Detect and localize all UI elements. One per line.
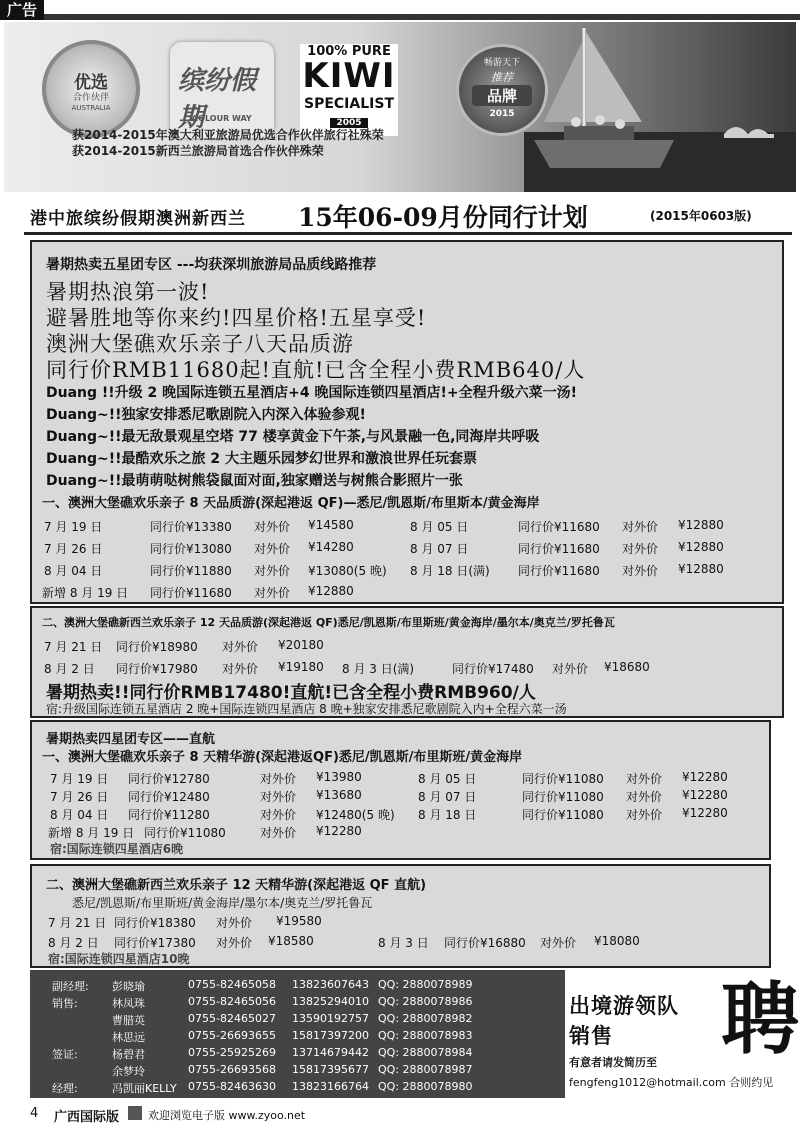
page-footer (0, 1102, 800, 1125)
peer-price: 同行价¥11680 (518, 564, 600, 578)
nz-12-day-section (30, 606, 784, 718)
logo3-line2: KIWI (302, 56, 396, 96)
recruit-email[interactable]: fengfeng1012@hotmail.com 合则约见 (569, 1076, 774, 1089)
logo2-name: 缤纷假期 (178, 66, 257, 133)
date: 7 月 19 日 (44, 520, 103, 534)
contact-mobile: 13825294010 (292, 995, 369, 1008)
contact-name: 林凤珠 (112, 997, 145, 1010)
peer-price: 同行价¥18380 (114, 916, 196, 930)
date: 8 月 07 日 (418, 790, 477, 804)
five-star-section (30, 240, 784, 604)
peer-price: 同行价¥11080 (144, 826, 226, 840)
badge-middle: 推荐 (491, 71, 513, 84)
date: 7 月 21 日 (48, 916, 107, 930)
contact-tel: 0755-25925269 (188, 1046, 276, 1059)
date: 8 月 05 日 (418, 772, 477, 786)
duang-line: Duang !!升级 2 晚国际连锁五星酒店+4 晚国际连锁四星酒店!+全程升级六菜一汤! (46, 385, 578, 401)
peer-price: 同行价¥17980 (116, 662, 198, 676)
section3-heading: 暑期热卖四星团专区——直航 (46, 732, 216, 747)
contact-qq: QQ: 2880078984 (378, 1046, 473, 1059)
banner (4, 22, 796, 192)
retail-price: ¥14580 (308, 518, 354, 532)
contact-tel: 0755-82465058 (188, 978, 276, 991)
contact-tel: 0755-26693568 (188, 1063, 276, 1076)
peer-price: 同行价¥18980 (116, 640, 198, 654)
logo1-sub: 合作伙伴 (72, 93, 109, 103)
peer-price: 同行价¥13080 (150, 542, 232, 556)
recruit-note: 有意者请发简历至 (569, 1056, 657, 1069)
peer-price: 同行价¥17480 (452, 662, 534, 676)
contact-name: 余梦玲 (112, 1065, 145, 1078)
retail-price: ¥12880 (678, 562, 724, 576)
title-rule (24, 232, 792, 235)
retail-label: 对外价 (216, 936, 253, 950)
logo1-region: AUSTRALIA (71, 104, 111, 112)
logo2-sub: COLOUR WAY (192, 114, 252, 123)
top-divider (44, 14, 800, 20)
promo-line: 暑期热浪第一波! (46, 280, 210, 304)
retail-price: ¥13080(5 晚) (308, 564, 387, 578)
retail-label: 对外价 (540, 936, 577, 950)
retail-label: 对外价 (626, 772, 663, 786)
retail-label: 对外价 (222, 662, 259, 676)
contact-qq: QQ: 2880078983 (378, 1029, 473, 1042)
award-line-1: 获2014-2015年澳大利亚旅游局优选合作伙伴旅行社殊荣 (72, 128, 384, 142)
retail-price: ¥20180 (278, 638, 324, 652)
peer-price: 同行价¥11080 (522, 790, 604, 804)
contact-mobile: 15817397200 (292, 1029, 369, 1042)
contact-mobile: 13590192757 (292, 1012, 369, 1025)
recruit-line1: 出境游领队 (569, 994, 679, 1018)
retail-label: 对外价 (254, 542, 291, 556)
peer-price: 同行价¥11080 (522, 808, 604, 822)
contact-role: 签证: (52, 1048, 78, 1061)
contact-qq: QQ: 2880078980 (378, 1080, 473, 1093)
retail-label: 对外价 (622, 542, 659, 556)
retail-price: ¥19580 (276, 914, 322, 928)
section2-hot: 暑期热卖!!同行价RMB17480!直航!已含全程小费RMB960/人 (46, 683, 536, 703)
retail-price: ¥19180 (278, 660, 324, 674)
peer-price: 同行价¥12780 (128, 772, 210, 786)
contact-mobile: 15817395677 (292, 1063, 369, 1076)
badge-main: 品牌 (472, 85, 532, 106)
retail-label: 对外价 (552, 662, 589, 676)
contact-tel: 0755-82463630 (188, 1080, 276, 1093)
retail-price: ¥12280 (316, 824, 362, 838)
contact-name: 杨碧君 (112, 1048, 145, 1061)
section4-route: 二、澳洲大堡礁新西兰欢乐亲子 12 天精华游(深起港返 QF 直航) (46, 878, 427, 893)
section3-stay: 宿:国际连锁四星酒店6晚 (50, 842, 184, 856)
plan-title: 15年06-09月份同行计划 (298, 203, 588, 232)
retail-label: 对外价 (222, 640, 259, 654)
logo3-line1: 100% PURE (307, 44, 391, 59)
date: 7 月 21 日 (44, 640, 103, 654)
contact-role: 副经理: (52, 980, 89, 993)
retail-label: 对外价 (260, 790, 297, 804)
retail-label: 对外价 (626, 790, 663, 804)
retail-price: ¥12880 (308, 584, 354, 598)
peer-price: 同行价¥11680 (518, 520, 600, 534)
title-row (30, 200, 790, 230)
retail-price: ¥12880 (678, 540, 724, 554)
date: 7 月 26 日 (50, 790, 109, 804)
contact-tel: 0755-82465056 (188, 995, 276, 1008)
peer-price: 同行价¥12480 (128, 790, 210, 804)
peer-price: 同行价¥13380 (150, 520, 232, 534)
contact-name: 林思远 (112, 1031, 145, 1044)
logo1-name: 优选 (74, 73, 108, 93)
promo-line: 澳洲大堡礁欢乐亲子八天品质游 (46, 332, 354, 356)
date: 8 月 04 日 (44, 564, 103, 578)
date: 8 月 07 日 (410, 542, 469, 556)
contacts-panel (30, 970, 565, 1098)
contact-tel: 0755-82465027 (188, 1012, 276, 1025)
colour-way-logo (170, 42, 274, 138)
retail-price: ¥12280 (682, 788, 728, 802)
website-link[interactable]: 欢迎浏览电子版 www.zyoo.net (148, 1109, 306, 1122)
retail-price: ¥13680 (316, 788, 362, 802)
promo-line: 避暑胜地等你来约!四星价格!五星享受! (46, 306, 427, 330)
peer-price: 同行价¥11080 (522, 772, 604, 786)
four-star-section (30, 720, 771, 860)
retail-label: 对外价 (622, 564, 659, 578)
retail-price: ¥18080 (594, 934, 640, 948)
peer-price: 同行价¥16880 (444, 936, 526, 950)
date: 8 月 18 日 (418, 808, 477, 822)
contact-mobile: 13714679442 (292, 1046, 369, 1059)
kiwi-specialist-logo (300, 44, 398, 136)
duang-line: Duang~!!独家安排悉尼歌剧院入内深入体验参观! (46, 407, 366, 423)
section4-stay: 宿:国际连锁四星酒店10晚 (48, 952, 190, 966)
retail-label: 对外价 (260, 772, 297, 786)
duang-line: Duang~!!最酷欢乐之旅 2 大主题乐园梦幻世界和激浪世界任玩套票 (46, 451, 478, 467)
publication-name: 广西国际版 (54, 1110, 120, 1125)
retail-price: ¥18680 (604, 660, 650, 674)
date: 8 月 2 日 (48, 936, 99, 950)
retail-label: 对外价 (622, 520, 659, 534)
retail-price: ¥18580 (268, 934, 314, 948)
retail-label: 对外价 (626, 808, 663, 822)
retail-price: ¥12480(5 晚) (316, 808, 395, 822)
section4-cities: 悉尼/凯恩斯/布里斯班/黄金海岸/墨尔本/奥克兰/罗托鲁瓦 (72, 896, 373, 910)
badge-top: 畅游天下 (483, 58, 520, 68)
logo3-line3: SPECIALIST (304, 96, 394, 112)
date: 8 月 3 日 (378, 936, 429, 950)
promo-line: 同行价RMB11680起!直航!已含全程小费RMB640/人 (46, 358, 586, 382)
australia-partner-logo (42, 40, 140, 138)
contact-name: 彭晓瑜 (112, 980, 145, 993)
page-number: 4 (30, 1106, 39, 1121)
company-title: 港中旅缤纷假期澳洲新西兰 (30, 209, 246, 229)
logo3-year: 2005 (330, 118, 368, 128)
contact-name: 曹腊英 (112, 1014, 145, 1027)
peer-price: 同行价¥11280 (128, 808, 210, 822)
section2-stay: 宿:升级国际连锁五星酒店 2 晚+国际连锁四星酒店 8 晚+独家安排悉尼歌剧院入内+全程六菜一汤 (46, 702, 567, 716)
retail-label: 对外价 (254, 586, 291, 600)
retail-price: ¥12280 (682, 806, 728, 820)
sailboat-photo (524, 22, 796, 192)
duang-line: Duang~!!最无敌景观星空塔 77 楼享黄金下午茶,与风景融一色,同海岸共呼吸 (46, 429, 540, 445)
version-label: (2015年0603版) (650, 209, 752, 223)
nz-12-day-4star-section (30, 864, 771, 968)
publisher-logo-icon (128, 1106, 142, 1120)
date: 8 月 18 日(满) (410, 564, 490, 578)
contact-tel: 0755-26693655 (188, 1029, 276, 1042)
retail-label: 对外价 (260, 826, 297, 840)
contact-role: 经理: (52, 1082, 78, 1095)
contact-mobile: 13823607643 (292, 978, 369, 991)
award-line-2: 获2014-2015新西兰旅游局首选合作伙伴殊荣 (72, 144, 324, 158)
contact-qq: QQ: 2880078989 (378, 978, 473, 991)
badge-year: 2015 (489, 109, 515, 119)
section1-route: 一、澳洲大堡礁欢乐亲子 8 天品质游(深起港返 QF)—悉尼/凯恩斯/布里斯本/黄金海岸 (42, 496, 540, 511)
date: 7 月 19 日 (50, 772, 109, 786)
retail-label: 对外价 (216, 916, 253, 930)
contact-qq: QQ: 2880078982 (378, 1012, 473, 1025)
retail-price: ¥14280 (308, 540, 354, 554)
date: 8 月 04 日 (50, 808, 109, 822)
date: 8 月 2 日 (44, 662, 95, 676)
date: 新增 8 月 19 日 (48, 826, 135, 840)
ad-tag: 广告 (0, 0, 44, 20)
contact-name: 冯凯丽KELLY (112, 1082, 177, 1095)
peer-price: 同行价¥11880 (150, 564, 232, 578)
section3-route: 一、澳洲大堡礁欢乐亲子 8 天精华游(深起港返QF)悉尼/凯恩斯/布里斯班/黄金海岸 (42, 750, 523, 765)
duang-line: Duang~!!最萌萌哒树熊袋鼠面对面,独家赠送与树熊合影照片一张 (46, 473, 463, 489)
retail-label: 对外价 (254, 564, 291, 578)
peer-price: 同行价¥11680 (150, 586, 232, 600)
retail-label: 对外价 (254, 520, 291, 534)
peer-price: 同行价¥17380 (114, 936, 196, 950)
recruit-line2: 销售 (569, 1024, 613, 1048)
retail-price: ¥12280 (682, 770, 728, 784)
date: 8 月 05 日 (410, 520, 469, 534)
section1-heading: 暑期热卖五星团专区 ---均获深圳旅游局品质线路推荐 (46, 257, 377, 273)
recruit-big-char: 聘 (721, 975, 800, 1065)
contact-role: 销售: (52, 997, 78, 1010)
retail-price: ¥12880 (678, 518, 724, 532)
date: 7 月 26 日 (44, 542, 103, 556)
retail-label: 对外价 (260, 808, 297, 822)
contact-qq: QQ: 2880078987 (378, 1063, 473, 1076)
date: 8 月 3 日(满) (342, 662, 415, 676)
peer-price: 同行价¥11680 (518, 542, 600, 556)
recruit-panel (565, 970, 800, 1098)
date: 新增 8 月 19 日 (42, 586, 129, 600)
retail-price: ¥13980 (316, 770, 362, 784)
section2-route: 二、澳洲大堡礁新西兰欢乐亲子 12 天品质游(深起港返 QF)悉尼/凯恩斯/布里斯班/黄金海岸/墨尔本/奥克兰/罗托鲁瓦 (42, 616, 615, 629)
contact-qq: QQ: 2880078986 (378, 995, 473, 1008)
contact-mobile: 13823166764 (292, 1080, 369, 1093)
